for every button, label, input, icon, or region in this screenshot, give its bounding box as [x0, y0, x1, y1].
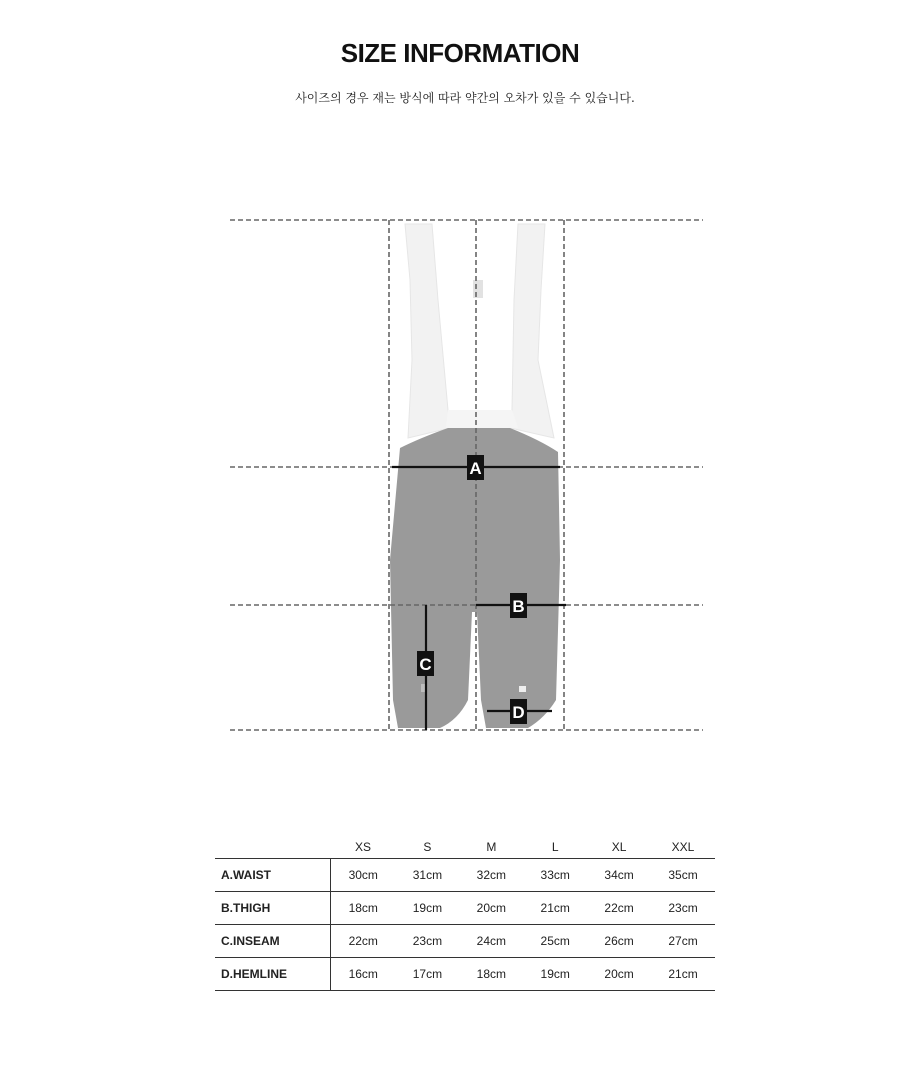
marker-c-label: C: [419, 655, 432, 674]
table-cell: 23cm: [395, 925, 459, 958]
marker-a-label: A: [469, 459, 482, 478]
table-cell: 18cm: [331, 892, 396, 925]
table-cell: 30cm: [331, 859, 396, 892]
size-header-row: [215, 836, 715, 859]
table-cell: 22cm: [331, 925, 396, 958]
marker-b-label: B: [512, 597, 525, 616]
table-row: [215, 859, 715, 892]
table-cell: 26cm: [587, 925, 651, 958]
table-cell: 19cm: [523, 958, 587, 991]
size-header-xl: XL: [587, 836, 651, 859]
table-cell: 18cm: [459, 958, 523, 991]
table-cell: 17cm: [395, 958, 459, 991]
table-cell: 19cm: [395, 892, 459, 925]
table-cell: 31cm: [395, 859, 459, 892]
marker-d-label: D: [512, 703, 525, 722]
table-cell: 16cm: [331, 958, 396, 991]
table-row: [215, 958, 715, 991]
table-cell: 23cm: [651, 892, 715, 925]
table-cell: 34cm: [587, 859, 651, 892]
header-corner: [215, 836, 331, 859]
size-header-m: M: [459, 836, 523, 859]
size-header-xs: XS: [331, 836, 396, 859]
size-table: [215, 836, 715, 991]
table-cell: 22cm: [587, 892, 651, 925]
measurement-note: 사이즈의 경우 재는 방식에 따라 약간의 오차가 있을 수 있습니다.: [295, 91, 635, 105]
size-header-xxl: XXL: [651, 836, 715, 859]
table-cell: 35cm: [651, 859, 715, 892]
row-label: B.THIGH: [215, 892, 331, 925]
marker-c: [417, 651, 434, 676]
table-cell: 27cm: [651, 925, 715, 958]
table-row: [215, 892, 715, 925]
size-header-s: S: [395, 836, 459, 859]
table-row: [215, 925, 715, 958]
page-title: SIZE INFORMATION: [340, 38, 580, 68]
marker-a: [467, 455, 484, 480]
table-cell: 24cm: [459, 925, 523, 958]
marker-d: [510, 699, 527, 724]
table-cell: 20cm: [459, 892, 523, 925]
row-label: C.INSEAM: [215, 925, 331, 958]
row-label: A.WAIST: [215, 859, 331, 892]
table-cell: 25cm: [523, 925, 587, 958]
table-cell: 32cm: [459, 859, 523, 892]
table-cell: 33cm: [523, 859, 587, 892]
table-cell: 21cm: [523, 892, 587, 925]
size-header-l: L: [523, 836, 587, 859]
row-label: D.HEMLINE: [215, 958, 331, 991]
table-cell: 20cm: [587, 958, 651, 991]
table-cell: 21cm: [651, 958, 715, 991]
marker-b: [510, 593, 527, 618]
bib-straps: [405, 224, 554, 438]
